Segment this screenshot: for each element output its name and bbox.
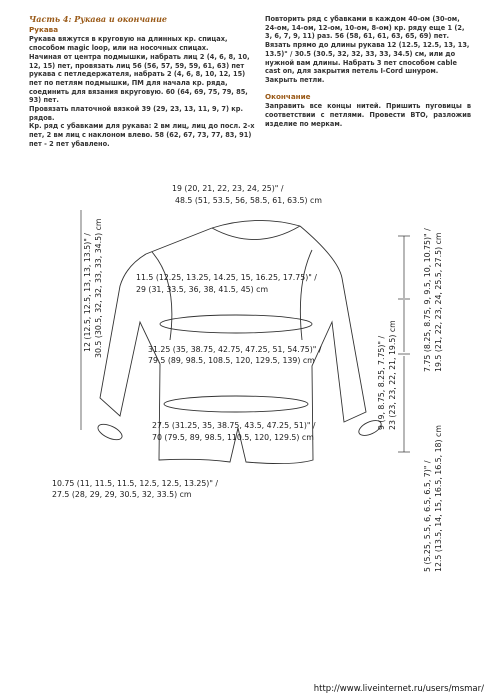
underarm-length-line-2: 23 (23, 23, 22, 21, 19.5) cm xyxy=(388,320,397,430)
sleeve-length-line-2: 30.5 (30.5, 32, 32, 33, 33, 34.5) cm xyxy=(94,218,103,358)
sleeve-length-instr: Вязать прямо до длины рукава 12 (12.5, 12.5, 13, 13, 13.5)" / 30.5 (30.5, 32, 32, 33, 33, 34.5) см, или до нужной вам длины. Набрать 3 пет способом cable cast on, для закрытия петель I-Cord шнуром. Закрыть петли. xyxy=(265,41,470,84)
upper-arm-line-2: 29 (31, 33.5, 36, 38, 41.5, 45) cm xyxy=(136,285,269,294)
finishing-text: Заправить все концы нитей. Пришить пуговицы в соответствии с петлями. Провести ВТО, разложив изделие по меркам. xyxy=(265,102,471,128)
left-cuff xyxy=(96,421,125,443)
hip-line-2: 70 (79.5, 89, 98.5, 110.5, 120, 129.5) cm xyxy=(152,433,314,442)
hem-length-line-1: 5 (5.25, 5.5, 6, 6.5, 6.5, 7)" / xyxy=(423,460,432,572)
neck-top-curve xyxy=(212,220,300,228)
source-url: http://www.liveinternet.ru/users/msmar/ xyxy=(313,684,484,694)
dimension-lines xyxy=(81,210,410,452)
sleeves-intro: Рукава вяжутся в круговую на длинных кр. спицах, способом magic loop, или на носочных спицах. xyxy=(29,35,228,53)
finishing-heading: Окончание xyxy=(265,91,311,101)
decrease-repeat: Повторить ряд с убавками в каждом 40-ом (30-ом, 24-ом, 14-ом, 12-ом, 10-ом, 8-ом) кр. ряду еще 1 (2, 3, 6, 7, 9, 11) раз. 56 (58, 61, 61, 63, 65, 69) пет. xyxy=(265,15,465,41)
sleeves-garter: Провязать платочной вязкой 39 (29, 23, 13, 11, 9, 7) кр. рядов. xyxy=(29,105,243,122)
yoke-depth-line-1: 7.75 (8.25, 8.75, 9, 9.5, 10, 10.75)" / xyxy=(423,228,432,372)
chest-circle xyxy=(160,315,312,333)
upper-arm-line-1: 11.5 (12.25, 13.25, 14.25, 15, 16.25, 17.75)" / xyxy=(136,273,317,282)
sleeves-decrease-row: Кр. ряд с убавками для рукава: 2 вм лиц, лиц до посл. 2-х пет, 2 вм лиц с наклоном влево. 58 (62, 67, 73, 77, 83, 91) пет - 2 пет убавлено. xyxy=(29,122,255,148)
chest-line-1: 31.25 (35, 38.75, 42.75, 47.25, 51, 54.75)" / xyxy=(148,345,322,354)
sleeves-heading: Рукава xyxy=(29,24,59,34)
hip-circle xyxy=(164,396,308,412)
right-raglan-seam xyxy=(300,250,312,340)
hip-line-1: 27.5 (31.25, 35, 38.75, 43.5, 47.25, 51)" / xyxy=(152,421,316,430)
sleeves-pickup: Начиная от центра подмышки, набрать лиц 2 (4, 6, 8, 10, 12, 15) пет, провязать лиц 56 (56, 57, 59, 59, 61, 63) пет рукава с петледержателя, набрать 2 (4, 6, 8, 10, 12, 15) пет по петлям подмышки, ПМ для начала кр. ряда, соединить для вязания вкруговую. 60 (64, 69, 75, 79, 85, 93) пет. xyxy=(29,52,250,105)
left-raglan-seam xyxy=(152,252,172,340)
cuff-line-1: 10.75 (11, 11.5, 11.5, 12.5, 12.5, 13.25)" / xyxy=(52,479,219,488)
neck-width-line-2: 48.5 (51, 53.5, 56, 58.5, 61, 63.5) cm xyxy=(175,196,322,205)
yoke-depth-line-2: 19.5 (21, 22, 23, 24, 25.5, 27.5) cm xyxy=(434,232,443,372)
chest-line-2: 79.5 (89, 98.5, 108.5, 120, 129.5, 139) cm xyxy=(148,356,315,365)
part-title: Часть 4: Рукава и окончание xyxy=(29,14,167,24)
hem-length-line-2: 12.5 (13.5, 14, 15, 16.5, 16.5, 18) cm xyxy=(434,425,443,572)
underarm-length-line-1: 9 (9, 8.75, 8.25, 7.75)" / xyxy=(377,335,386,430)
neck-front-curve xyxy=(212,226,300,240)
cuff-line-2: 27.5 (28, 29, 29, 30.5, 32, 33.5) cm xyxy=(52,490,192,499)
neck-width-line-1: 19 (20, 21, 22, 23, 24, 25)" / xyxy=(172,184,284,193)
sleeve-length-line-1: 12 (12.5, 12.5, 13, 13, 13.5)" / xyxy=(83,233,92,352)
